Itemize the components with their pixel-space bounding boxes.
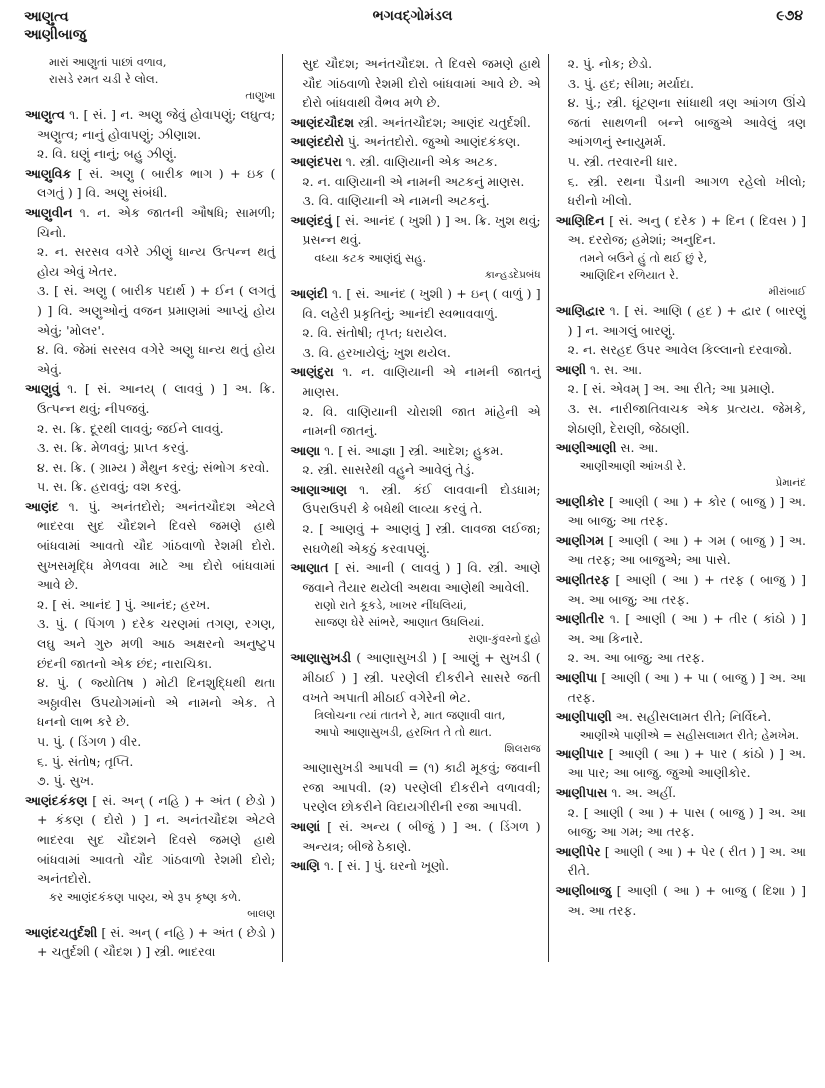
definition: [ આણી ( આ ) + પેર ( રીત ) ] અ. આ રીતે. — [567, 843, 806, 879]
headword: આણંદ — [25, 498, 59, 514]
definition: [ સં. અણુ ( બારીક ભાગ ) + ઇક ( લગતું ) ] વિ. અણુ સંબંધી. — [37, 165, 276, 201]
dictionary-entry — [290, 284, 540, 323]
dictionary-entry — [556, 881, 806, 920]
dictionary-entry — [556, 707, 806, 727]
headword: આણા — [290, 442, 321, 458]
definition: [ આણી ( આ ) + બાજુ ( દિશા ) ] અ. આ તરફ. — [567, 882, 806, 918]
definition: ૧. સ્ત્રી. વાણિયાની એક અટક. — [341, 153, 498, 169]
quotation-source: મીરાંબાઈ — [768, 285, 806, 298]
quotation-line: સાજણ ઘેરે સાંભરે, આણાત ઉધલિયાં. — [314, 615, 485, 630]
dictionary-entry — [290, 648, 540, 707]
definition: અ. સહીસલામત રીતે; નિર્વિઘ્ને. — [611, 709, 772, 725]
sub-definition: ૨. ન. સરસવ વગેરે ઝીણું ધાન્ય ઉત્પન્ન થતું હોય એવું ખેતર. — [37, 244, 276, 279]
sub-definition: ૫. પું. ( ડિંગળ ) વીર. — [37, 734, 142, 749]
definition: ૧. [ સં. આનય્ ( લાવવું ) ] અ. ક્રિ. ઉત્પન્ન થવું; નીપજવું. — [37, 381, 276, 416]
dictionary-entry — [290, 152, 540, 172]
headword: આણિ — [290, 858, 320, 874]
dictionary-entry — [290, 558, 540, 597]
dictionary-entry — [556, 492, 806, 531]
headword: આણુવિક — [25, 165, 72, 181]
headword: આણંદચૌદશ — [290, 114, 354, 130]
dictionary-entry — [25, 164, 275, 203]
headword: આણંદકંકણ — [25, 792, 88, 808]
sub-definition: ૬. પું. સંતોષ; તૃપ્તિ. — [37, 753, 134, 769]
definition: ૧. સ. આ. — [586, 361, 643, 377]
headword: આણુવું — [25, 381, 60, 397]
sub-definition: ૨. [ સં. એવમ્ ] અ. આ રીતે; આ પ્રમાણે. — [567, 381, 775, 397]
quotation — [556, 458, 806, 492]
quotation-source: બાલણ — [247, 907, 276, 920]
definition: ૧. પું. અનંતદોરો; અનંતચૌદશ એટલે ભાદરવા સુદ ચૌદશને દિવસે જમણે હાથે બાંધવામાં આવતો ચૌદ ગાંઠવાળો રેશમી દોરો. સુખસમૃદ્ધિ મેળવવા માટે આ દોરો બાંધવામાં આવે છે. — [37, 498, 276, 593]
quotation — [25, 889, 275, 923]
book-title: ભગવદ્ગોમંડલ — [372, 8, 453, 24]
sub-definition: ૨. અ. આ બાજુ; આ તરફ. — [567, 650, 705, 666]
definition: [ આણી ( આ ) + તરફ ( બાજુ ) ] અ. આ બાજુ; આ તરફ. — [567, 572, 806, 607]
dictionary-entry — [290, 817, 540, 856]
quotation-line: મારાં આણુતાં પાછાં વળાવ, — [49, 55, 167, 69]
first-guide-word: આણુત્વ — [24, 9, 69, 25]
headword: આણંદી — [290, 285, 328, 301]
sub-definition: ૨. વિ. વાણિયાની ચોરાશી જાત માંહેની એ નામની જાતનું. — [302, 403, 541, 439]
definition: [ આણી ( આ ) + કોર ( બાજુ ) ] અ. આ બાજુ; આ તરફ. — [567, 493, 806, 529]
headword: આણિદિન — [555, 212, 605, 228]
dictionary-entry — [25, 203, 275, 242]
definition: પું. અનંતદોરો. જુઓ આણંદકંકણ. — [343, 134, 521, 150]
definition: સ્ત્રી. અનંતચૌદશ; આણંદ ચતુર્દશી. — [353, 114, 531, 130]
definition: ૧. [ સં. આનંદ ( ખુશી ) + ઇન્ ( વાળું ) ] વિ. લહેરી પ્રકૃતિનું; આનંદી સ્વભાવવાળું. — [302, 285, 541, 321]
sub-definition: ૫. સ્ત્રી. તરવારની ધાર. — [567, 153, 678, 169]
dictionary-entry — [556, 301, 806, 340]
quotation-line: રાણો રાતે કૂકડે, ખાખર નીંધલિયાં, — [314, 598, 467, 613]
column-1 — [18, 54, 282, 962]
dictionary-entry — [556, 211, 806, 250]
headword: આણાત — [290, 560, 329, 576]
definition: ૧. અ. અહીં. — [607, 785, 677, 800]
quotation-line: આણીએ પાણીએ = સહીસલામત રીતે; હેમખેમ. — [579, 727, 799, 742]
dictionary-entry — [556, 438, 806, 458]
headword: આણીપા — [555, 670, 598, 686]
quotation — [290, 707, 540, 758]
column-2 — [282, 54, 547, 962]
headword: આણીતરફ — [555, 572, 610, 588]
quotation-line: આણિદિન રળિયાત રે. — [579, 267, 679, 282]
definition: ૧. સ્ત્રી. કંઈ લાવવાની દોડધામ; ઉપરાઉપરી કે બધેથી લાવ્યા કરવું તે. — [302, 481, 541, 517]
dictionary-entry — [556, 531, 806, 570]
definition: [ સં. અન્ય ( બીજું ) ] અ. ( ડિંગળ ) અન્યત્ર; બીજે ઠેકાણે. — [302, 819, 541, 854]
headword: આણંદપરા — [290, 153, 342, 169]
quotation-line: રાસડે રમત ચડી રે લોલ. — [49, 72, 159, 86]
definition: ૧. ન. એક જાતની ઔષધિ; સામળી; ચિનો. — [37, 204, 276, 240]
quotation — [556, 250, 806, 301]
definition: [ સં. અનુ ( દરેક ) + દિન ( દિવસ ) ] અ. દરરોજ; હમેશાં; અનુદિન. — [567, 212, 806, 248]
dictionary-entry — [556, 570, 806, 609]
definition: ૧. [ સં. આજ્ઞા ] સ્ત્રી. આદેશ; હુકમ. — [320, 442, 504, 458]
sub-definition: સુદ ચૌદશ; અનંતચૌદશ. તે દિવસે જમણે હાથે ચૌદ ગાંઠવાળો રેશમી દોરો બાંધવામાં આવે છે. એ દોરો બાંધવાથી વૈભવ મળે છે. — [302, 56, 541, 111]
headword: આણી — [555, 361, 587, 377]
dictionary-entry — [290, 441, 540, 461]
dictionary-entry — [556, 783, 806, 803]
headword: આણંદવું — [290, 212, 332, 228]
quotation-source: શિલરાજ — [504, 743, 541, 756]
quotation-source: તાણુખા — [245, 90, 276, 102]
headword: આણંદુરા — [290, 364, 334, 380]
headword: આણીપાણી — [555, 709, 612, 725]
sub-definition: ૩. [ સં. અણુ ( બારીક પદાર્થ ) + ઈન ( લગતું ) ] વિ. અણુઓનું વજન પ્રમાણમાં આપ્યું હોય એવું; 'મોલર'. — [37, 283, 276, 338]
sub-definition: ૪. પું.; સ્ત્રી. ઘૂંટણના સાંધાથી ત્રણ આંગળ ઊંચે જતાં સાથળની બન્ને બાજુએ આવેલું ત્રણ આંગળનું સ્નાયુમર્મ. — [567, 95, 806, 150]
sub-definition: ૬. સ્ત્રી. રથના પૈડાની આગળ રહેલો ખીલો; ધરીનો ખીલો. — [567, 173, 806, 209]
quotation-source: કાન્હડદેપ્રબંધ — [484, 268, 541, 281]
quotation-line: વધ્યા કટક આણંદ્યું સહુ. — [314, 250, 427, 265]
headword: આણીપાસ — [555, 785, 608, 800]
sub-definition: ૨. [ આણી ( આ ) + પાસ ( બાજુ ) ] અ. આ બાજુ; આ ગમ; આ તરફ. — [567, 804, 806, 840]
sub-definition: ૪. વિ. જેમાં સરસવ વગેરે અણુ ધાન્ય થતું હોય એવું. — [37, 342, 276, 377]
sub-definition: ૨. ન. વાણિયાની એ નામની અટકનું માણસ. — [302, 173, 525, 189]
dictionary-entry — [25, 379, 275, 418]
quotation-line: ત્રિલોચના ત્યાં તાતને રે, માત જણાવી વાત, — [314, 708, 506, 723]
quotation-line: કર આણંદકંકણ પાણ્ય, એ રૂપ કૃષ્ણ કળે. — [49, 889, 242, 904]
headword: આણંદદોરો — [290, 134, 344, 150]
sub-definition: ૨. વિ. સંતોષી; તૃપ્ત; ધરાયેલ. — [302, 325, 448, 341]
sub-definition: ૨. સ્ત્રી. સાસરેથી વહુને આવેલું તેડું. — [302, 462, 475, 478]
quotation — [556, 727, 806, 744]
definition: [ સં. આનંદ ( ખુશી ) ] અ. ક્રિ. ખુશ થવું; પ્રસન્ન થવું. — [302, 212, 541, 248]
dictionary-entry — [556, 668, 806, 707]
headword: આણીબાજુ — [555, 882, 611, 898]
quotation — [290, 597, 540, 648]
quotation-source: પ્રેમાનંદ — [775, 476, 806, 489]
dictionary-entry — [556, 744, 806, 783]
headword: આણુવીન — [25, 204, 73, 220]
definition: ૧. [ આણી ( આ ) + તીર ( કાંઠો ) ] અ. આ કિનારે. — [567, 611, 806, 646]
headword: આણાઆણ — [290, 481, 347, 497]
sub-definition: ૩. વિ. હરખાયેલું; ખુશ થયેલ. — [302, 344, 451, 360]
sub-definition: આણાસુખડી આપવી = (૧) કાઢી મૂકવું; જવાની રજા આપવી. (૨) પરણેલી દીકરીને વળાવવી; પરણેલ છોકરીને વિદાયગીરીની રજા આપવી. — [302, 760, 541, 815]
sub-definition: ૩. પું. હદ; સીમા; મર્યાદા. — [567, 75, 694, 91]
sub-definition: ૨. [ આણવું + આણવું ] સ્ત્રી. લાવજા લઈજા; સઘળેથી એકઠું કરવાપણું. — [302, 521, 541, 556]
column-3 — [548, 54, 813, 962]
headword: આણંદચતુર્દશી — [25, 924, 98, 940]
quotation — [290, 250, 540, 284]
headword: આણીપાર — [555, 745, 604, 761]
dictionary-entry — [556, 609, 806, 648]
dictionary-entry — [25, 497, 275, 595]
sub-definition: ૩. પું. ( પિંગળ ) દરેક ચરણમાં તગણ, રગણ, લઘુ અને ગુરુ મળી આઠ અક્ષરનો અનુષ્ટુપ છંદની જાતનો એક છંદ; નારાચિકા. — [37, 616, 276, 671]
sub-definition: ૨. [ સં. આનંદ ] પું. આનંદ; હરખ. — [37, 596, 211, 612]
headword: આણીઆણી — [555, 440, 617, 456]
page-header — [0, 0, 825, 48]
dictionary-entry — [290, 480, 540, 519]
sub-definition: ૨. ન. સરહદ ઉપર આવેલ કિલ્લાનો દરવાજો. — [567, 342, 793, 358]
dictionary-entry — [290, 362, 540, 401]
sub-definition: ૩. સ. નારીજાતિવાચક એક પ્રત્યય. જેમકે, શેઠાણી, દેરાણી, જેઠાણી. — [567, 400, 806, 436]
definition: [ આણી ( આ ) + પાર ( કાંઠો ) ] અ. આ પાર; આ બાજુ. જુઓ આણીકોર. — [567, 745, 806, 781]
headword: આણિદ્વાર — [555, 302, 605, 318]
definition: [ સં. અન્ ( નહિ ) + અંત ( છેડો ) + ચતુર્દશી ( ચૌદશ ) ] સ્ત્રી. ભાદરવા — [37, 924, 276, 960]
definition: [ આણી ( આ ) + પા ( બાજુ ) ] અ. આ તરફ. — [567, 670, 806, 705]
headword: આણીપેર — [555, 843, 601, 859]
definition: ૧. ન. વાણિયાની એ નામની જાતનું માણસ. — [302, 364, 541, 399]
dictionary-entry — [556, 360, 806, 380]
headword: આણીતીર — [555, 611, 605, 627]
dictionary-entry — [25, 105, 275, 144]
headword: આણાં — [290, 819, 321, 834]
headword: આણીગમ — [555, 532, 604, 548]
dictionary-entry — [290, 132, 540, 152]
definition: ( આણાસુખડી ) [ આણું + સુખડી ( મીઠાઈ ) ] સ્ત્રી. પરણેલી દીકરીને સાસરે જતી વખતે અપાતી મીઠાઈ વગેરેની ભેટ. — [302, 650, 541, 705]
dictionary-entry — [290, 113, 540, 133]
page-number: ૯૭૪ — [776, 8, 803, 24]
dictionary-entry — [556, 842, 806, 881]
definition: સ. આ. — [616, 440, 659, 456]
headword: આણીકોર — [555, 493, 605, 509]
sub-definition: ૨. પું. નોક; છેડો. — [567, 56, 653, 71]
definition: [ સં. અન્ ( નહિ ) + અંત ( છેડો ) + કંકણ ( દોરો ) ] ન. અનંતચૌદશ એટલે ભાદરવા સુદ ચૌદશને દિવસે જમણે હાથે બાંધવામાં આવતો ચૌદ ગાંઠવાળો રેશમી દોરો; અનંતદોરો. — [37, 792, 276, 887]
sub-definition: ૫. સ. ક્રિ. હરાવવું; વશ કરવું. — [37, 479, 182, 495]
headword: આણાસુખડી — [290, 650, 352, 666]
definition: [ આણી ( આ ) + ગમ ( બાજુ ) ] અ. આ તરફ; આ બાજુએ; આ પાસે. — [567, 532, 806, 568]
dictionary-entry — [290, 856, 540, 876]
sub-definition: ૩. વિ. વાણિયાની એ નામની અટકનું. — [302, 193, 490, 209]
quotation-source: રાણા-કુંવરનો દુહો — [468, 633, 541, 646]
sub-definition: ૪. સ. ક્રિ. ( ગ્રામ્ય ) મૈથુન કરવું; સંભોગ કરવો. — [37, 459, 270, 475]
definition: ૧. [ સં. આણિ ( હદ ) + દ્વાર ( બારણું ) ] ન. આગલું બારણું. — [567, 302, 806, 338]
quotation — [25, 54, 275, 105]
quotation-line: આણીઆણી આંખડી રે. — [579, 458, 687, 473]
quotation-line: તમને બઉને હું તો થઈ છું રે, — [579, 250, 708, 265]
last-guide-word: આણીબાજુ — [24, 27, 86, 43]
definition: ૧. [ સં. ] ન. અણુ જેવું હોવાપણું; લઘુત્વ; અણુત્વ; નાનું હોવાપણું; ઝીણાશ. — [37, 107, 276, 142]
sub-definition: ૨. સ. ક્રિ. દૂરથી લાવવું; જઈને લાવવું. — [37, 420, 224, 436]
sub-definition: ૨. વિ. ઘણું નાનું; બહુ ઝીણું. — [37, 146, 178, 162]
dictionary-entry — [25, 791, 275, 889]
sub-definition: ૩. સ. ક્રિ. મેળવવું; પ્રાપ્ત કરવું. — [37, 440, 189, 456]
headword: આણુત્વ — [25, 107, 65, 122]
sub-definition: ૪. પું. ( જ્યોતિષ ) મોટી દિનશુદ્ધિથી થતા અઠ્ઠાવીસ ઉપયોગમાંનો એ નામનો એક. તે ધનનો લાભ કરે છે. — [37, 675, 276, 730]
dictionary-columns — [18, 54, 813, 962]
quotation-line: આપો આણાસુખડી, હરખિત તે તો થાત. — [314, 725, 492, 740]
dictionary-entry — [25, 923, 275, 962]
dictionary-entry — [290, 211, 540, 250]
definition: ૧. [ સં. ] પું. ઘરનો ખૂણો. — [319, 858, 450, 874]
sub-definition: ૭. પું. સુખ. — [37, 773, 95, 789]
definition: [ સં. આની ( લાવવું ) ] વિ. સ્ત્રી. આણે જવાને તૈયાર થયેલી અથવા આણેથી આવેલી. — [302, 560, 541, 595]
